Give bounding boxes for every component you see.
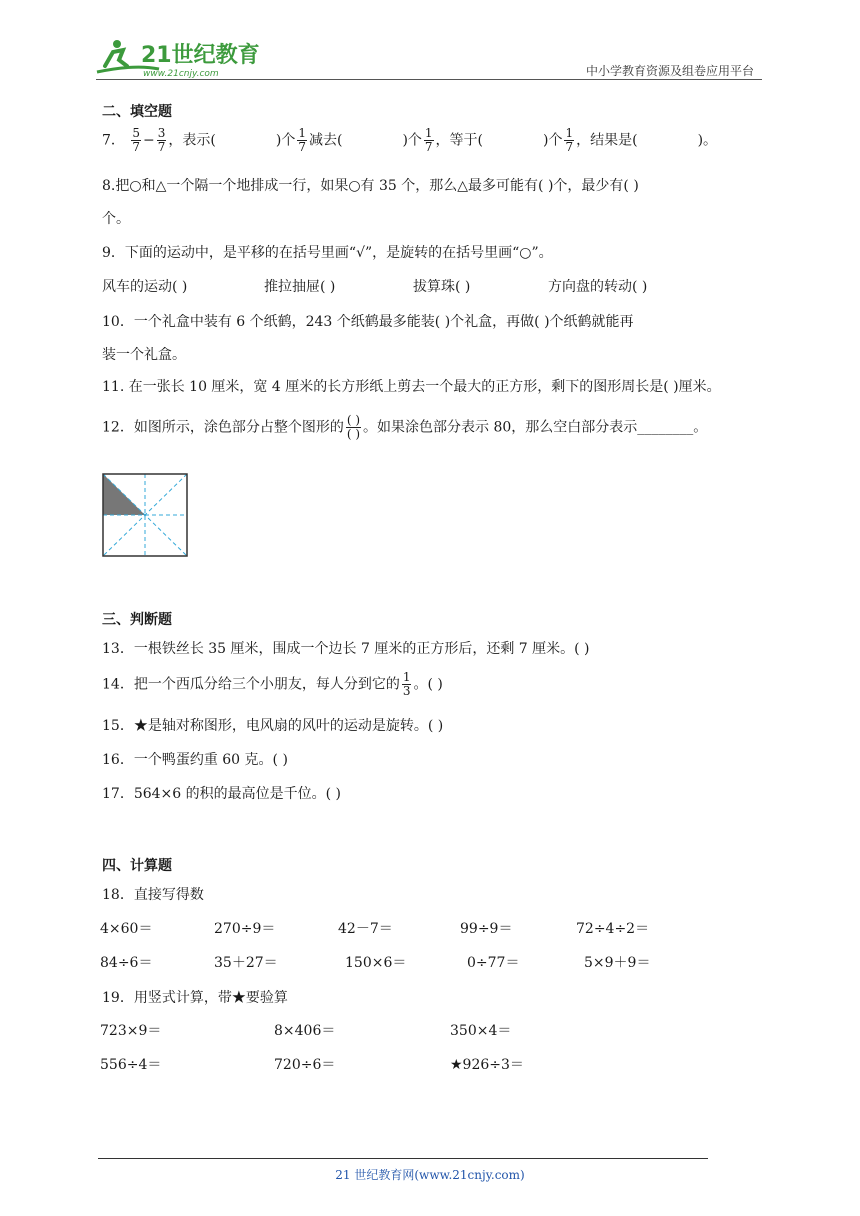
q19-r1-c2: 8×406＝ <box>274 1023 336 1039</box>
footer-text[interactable]: 21 世纪教育网(www.21cnjy.com) <box>335 1168 525 1182</box>
q18-r2-c5: 5×9＋9＝ <box>584 955 651 971</box>
question-10-line1: 10．一个礼盒中装有 6 个纸鹤，243 个纸鹤最多能装( )个礼盒，再做( )个纸鹤就能再 <box>102 314 634 330</box>
section-fill-blank-title: 二、填空题 <box>102 104 172 120</box>
question-8-line2: 个。 <box>102 211 130 227</box>
q19-r2-c2: 720÷6＝ <box>274 1057 336 1073</box>
question-14: 14．把一个西瓜分给三个小朋友，每人分到它的 $\frac{1}{3}$ 。( ) <box>102 670 443 698</box>
q18-r2-c3: 150×6＝ <box>345 955 407 971</box>
q18-r2-c4: 0÷77＝ <box>467 955 520 971</box>
section-true-false-title: 三、判断题 <box>102 612 172 628</box>
q18-r1-c4: 99÷9＝ <box>460 921 513 937</box>
q19-r1-c1: 723×9＝ <box>100 1023 162 1039</box>
q9-item-drawer: 推拉抽屉( ) <box>264 279 336 295</box>
logo-text: 21世纪教育 <box>141 43 260 68</box>
section-calculation-title: 四、计算题 <box>102 858 172 874</box>
q9-item-steering-wheel: 方向盘的转动( ) <box>548 279 648 295</box>
q12-square-figure <box>102 473 188 561</box>
question-9: 9．下面的运动中，是平移的在括号里画“√”，是旋转的在括号里画“○”。 <box>102 245 553 261</box>
logo-url: www.21cnjy.com <box>143 69 219 79</box>
question-13: 13．一根铁丝长 35 厘米，围成一个边长 7 厘米的正方形后，还剩 7 厘米。( ) <box>102 641 590 657</box>
question-19: 19．用竖式计算，带★要验算 <box>102 990 288 1006</box>
question-16: 16．一个鸭蛋约重 60 克。( ) <box>102 752 288 768</box>
header-platform-text: 中小学教育资源及组卷应用平台 <box>585 64 754 78</box>
question-7: 7． $\frac{5}{7}$ − $\frac{3}{7}$ ，表示( )个 $\frac{1}{7}$ 减去( )个 $\frac{1}{7}$ ，等于( )个 $\frac{1}{7}$ ，结果是( )。 <box>102 126 718 154</box>
question-18: 18．直接写得数 <box>102 887 204 903</box>
question-15: 15．★是轴对称图形，电风扇的风叶的运动是旋转。( ) <box>102 718 444 734</box>
q19-r1-c3: 350×4＝ <box>450 1023 512 1039</box>
question-10-line2: 装一个礼盒。 <box>102 347 186 363</box>
q9-item-windmill: 风车的运动( ) <box>102 279 188 295</box>
question-8-line1: 8.把○和△一个隔一个地排成一行，如果○有 35 个，那么△最多可能有( )个，最少有( ) <box>102 178 639 194</box>
question-12: 12．如图所示，涂色部分占整个图形的 $\frac{( )}{( )}$ 。如果涂色部分表示 80，那么空白部分表示________。 <box>102 413 708 441</box>
q18-r1-c5: 72÷4÷2＝ <box>576 921 650 937</box>
q19-r2-c1: 556÷4＝ <box>100 1057 162 1073</box>
q18-r1-c2: 270÷9＝ <box>214 921 276 937</box>
question-11: 11. 在一张长 10 厘米，宽 4 厘米的长方形纸上剪去一个最大的正方形，剩下的图形周长是( )厘米。 <box>102 379 721 395</box>
question-17: 17．564×6 的积的最高位是千位。( ) <box>102 786 341 802</box>
q9-item-abacus: 拔算珠( ) <box>413 279 471 295</box>
q18-r1-c1: 4×60＝ <box>100 921 153 937</box>
q18-r2-c2: 35＋27＝ <box>214 955 278 971</box>
q18-r2-c1: 84÷6＝ <box>100 955 153 971</box>
header-divider <box>96 79 762 80</box>
q19-r2-c3: ★926÷3＝ <box>450 1057 524 1073</box>
site-logo <box>95 36 265 80</box>
q18-r1-c3: 42－7＝ <box>338 921 393 937</box>
footer-divider <box>98 1158 708 1159</box>
